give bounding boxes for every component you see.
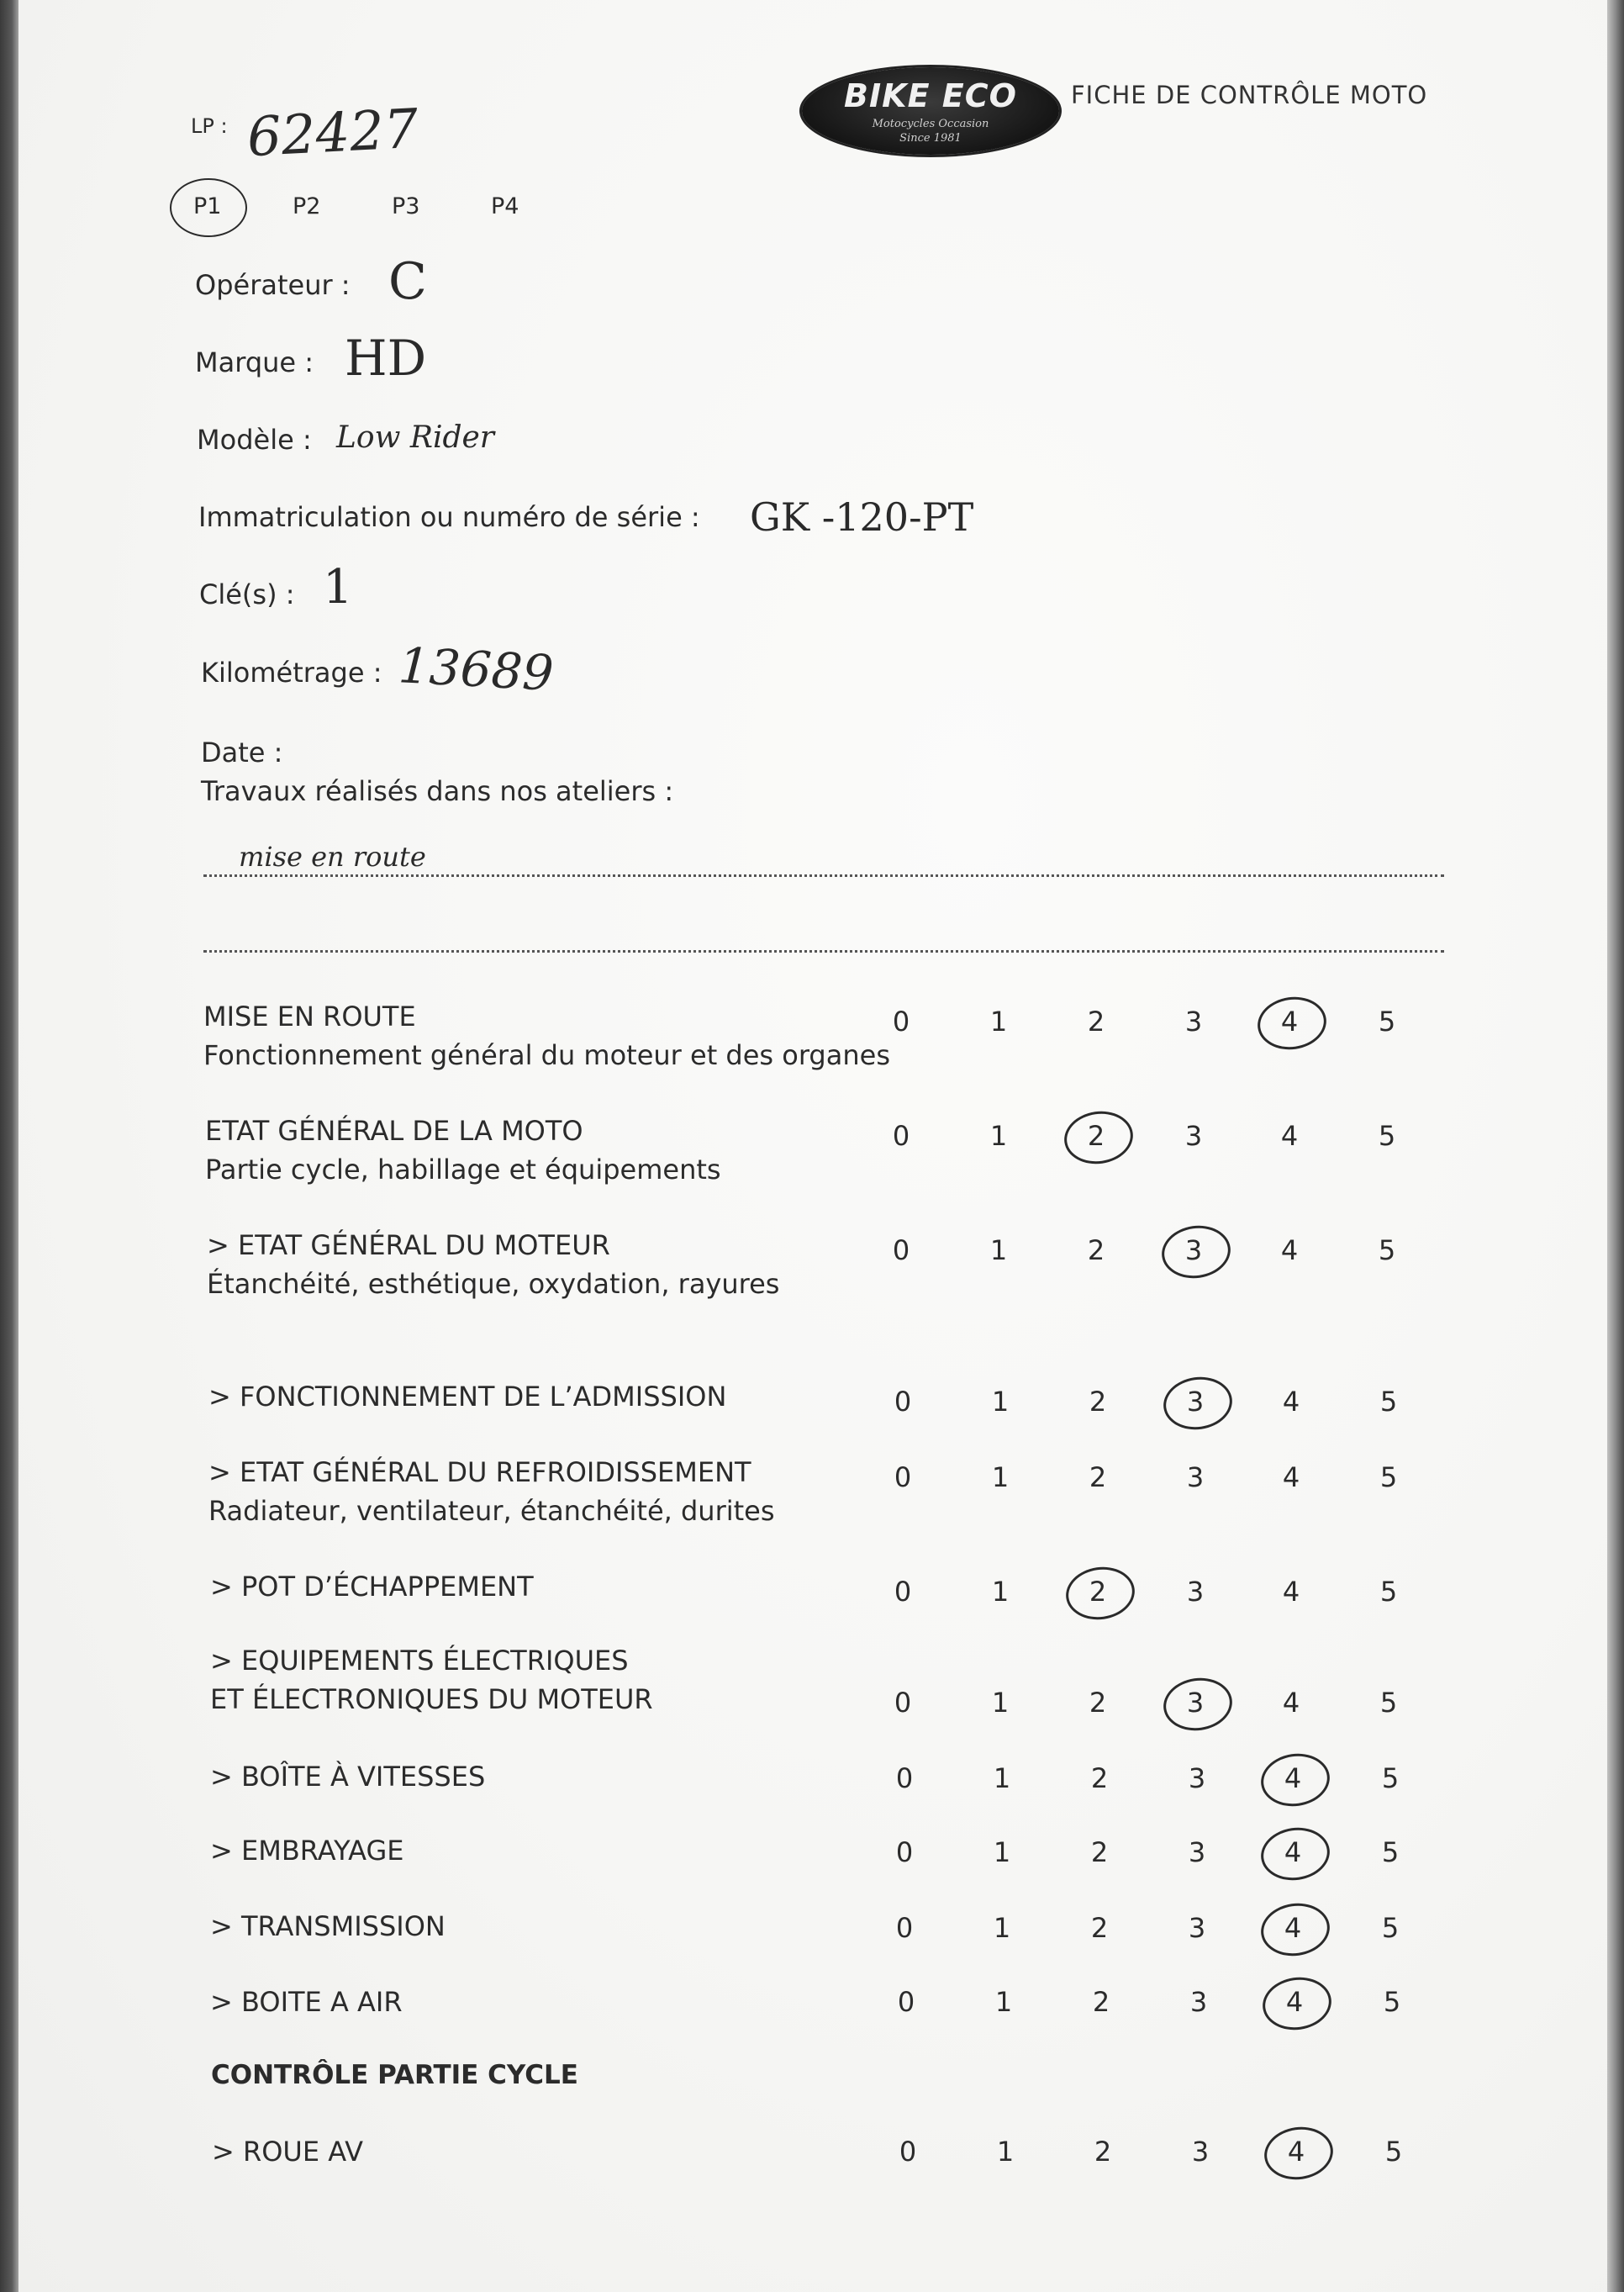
check-title: > ETAT GÉNÉRAL DU MOTEUR [207, 1229, 610, 1261]
score-option-0: 0 [892, 1120, 910, 1152]
score-selected-circle [1258, 1899, 1333, 1961]
score-option-3: 3 [1188, 1836, 1206, 1868]
score-option-2: 2 [1090, 1762, 1109, 1794]
score-option-5: 5 [1381, 1762, 1400, 1794]
check-title: > ROUE AV [212, 2136, 363, 2168]
score-option-5: 5 [1381, 1912, 1400, 1944]
bike-eco-logo [802, 67, 1059, 155]
score-option-2: 2 [1090, 1836, 1109, 1868]
model-label: Modèle : [197, 424, 312, 456]
score-option-4: 4 [1282, 1576, 1300, 1608]
score-selected-circle [1258, 1750, 1333, 1811]
lp-label: LP : [191, 114, 228, 138]
score-option-5: 5 [1379, 1461, 1398, 1493]
score-selected-circle [1259, 1973, 1335, 2035]
score-selected-circle [1160, 1674, 1236, 1735]
score-option-1: 1 [993, 1836, 1011, 1868]
score-option-3: 3 [1186, 1386, 1205, 1418]
position-p4: P4 [491, 193, 519, 219]
works-line-2 [203, 950, 1444, 953]
keys-value: 1 [323, 560, 353, 615]
score-option-0: 0 [894, 1576, 912, 1608]
score-option-1: 1 [989, 1120, 1008, 1152]
score-option-0: 0 [892, 1234, 910, 1266]
score-option-4: 4 [1280, 1234, 1299, 1266]
check-title: > BOÎTE À VITESSES [210, 1761, 486, 1793]
score-option-5: 5 [1381, 1836, 1400, 1868]
score-option-5: 5 [1378, 1120, 1396, 1152]
score-option-0: 0 [895, 1836, 914, 1868]
operator-label: Opérateur : [195, 269, 351, 301]
score-option-5: 5 [1378, 1006, 1396, 1038]
score-option-4: 4 [1282, 1461, 1300, 1493]
check-title: > BOITE A AIR [210, 1986, 403, 2018]
check-subtitle: ET ÉLECTRONIQUES DU MOTEUR [210, 1683, 653, 1715]
score-option-2: 2 [1090, 1912, 1109, 1944]
logo-tagline: Motocycles Occasion [872, 118, 989, 130]
score-option-2: 2 [1089, 1461, 1107, 1493]
score-selected-circle [1160, 1373, 1236, 1434]
date-label: Date : [201, 737, 283, 768]
score-option-4: 4 [1284, 1836, 1302, 1868]
check-subtitle: Fonctionnement général du moteur et des organes [203, 1039, 890, 1071]
score-selected-circle [1061, 1107, 1136, 1169]
score-option-1: 1 [993, 1762, 1011, 1794]
mileage-value: 13689 [397, 636, 556, 702]
score-option-3: 3 [1188, 1762, 1206, 1794]
score-option-5: 5 [1384, 2136, 1403, 2168]
score-option-0: 0 [899, 2136, 917, 2168]
score-option-1: 1 [991, 1687, 1010, 1719]
mileage-label: Kilométrage : [201, 657, 382, 689]
keys-label: Clé(s) : [199, 578, 295, 610]
score-option-4: 4 [1280, 1006, 1299, 1038]
score-option-1: 1 [996, 2136, 1015, 2168]
position-p2: P2 [293, 193, 321, 219]
score-option-5: 5 [1378, 1234, 1396, 1266]
score-option-1: 1 [989, 1234, 1008, 1266]
score-option-2: 2 [1089, 1687, 1107, 1719]
score-option-1: 1 [991, 1576, 1010, 1608]
score-selected-circle [1261, 2123, 1337, 2184]
inspection-sheet [18, 0, 1607, 2292]
score-option-1: 1 [993, 1912, 1011, 1944]
score-selected-circle [1254, 993, 1330, 1054]
score-option-3: 3 [1184, 1234, 1203, 1266]
score-option-4: 4 [1282, 1687, 1300, 1719]
score-option-1: 1 [994, 1986, 1013, 2018]
score-option-1: 1 [989, 1006, 1008, 1038]
score-option-0: 0 [895, 1912, 914, 1944]
score-selected-circle [1258, 1824, 1333, 1885]
section-cycle-title: CONTRÔLE PARTIE CYCLE [211, 2060, 578, 2090]
score-option-3: 3 [1188, 1912, 1206, 1944]
document-title: FICHE DE CONTRÔLE MOTO [1071, 81, 1428, 109]
check-title: > TRANSMISSION [210, 1910, 446, 1942]
score-option-2: 2 [1087, 1120, 1105, 1152]
registration-label: Immatriculation ou numéro de série : [198, 501, 700, 533]
score-option-3: 3 [1186, 1687, 1205, 1719]
score-option-3: 3 [1191, 2136, 1210, 2168]
logo-tagline-2: Since 1981 [899, 132, 962, 145]
score-option-0: 0 [894, 1461, 912, 1493]
check-title: MISE EN ROUTE [203, 1001, 416, 1032]
score-option-0: 0 [892, 1006, 910, 1038]
check-title: > POT D’ÉCHAPPEMENT [210, 1571, 534, 1603]
brand-value: HD [345, 330, 427, 387]
check-subtitle: Partie cycle, habillage et équipements [205, 1154, 721, 1186]
logo-text: BIKE ECO [844, 77, 1017, 114]
score-option-5: 5 [1379, 1687, 1398, 1719]
registration-value: GK -120-PT [750, 494, 974, 540]
score-option-0: 0 [895, 1762, 914, 1794]
score-option-3: 3 [1184, 1006, 1203, 1038]
score-option-5: 5 [1383, 1986, 1401, 2018]
score-option-0: 0 [894, 1687, 912, 1719]
check-subtitle: Étanchéité, esthétique, oxydation, rayures [207, 1268, 780, 1300]
score-option-2: 2 [1089, 1386, 1107, 1418]
check-title: ETAT GÉNÉRAL DE LA MOTO [205, 1115, 583, 1147]
score-option-4: 4 [1284, 1912, 1302, 1944]
score-option-2: 2 [1092, 1986, 1110, 2018]
score-option-3: 3 [1189, 1986, 1208, 2018]
position-p3: P3 [392, 193, 420, 219]
score-option-4: 4 [1287, 2136, 1305, 2168]
score-option-1: 1 [991, 1461, 1010, 1493]
score-option-3: 3 [1186, 1576, 1205, 1608]
score-selected-circle [1062, 1563, 1138, 1624]
score-option-5: 5 [1379, 1576, 1398, 1608]
lp-value: 62427 [245, 98, 420, 170]
score-option-1: 1 [991, 1386, 1010, 1418]
model-value: Low Rider [336, 420, 495, 455]
score-option-0: 0 [897, 1986, 915, 2018]
score-option-2: 2 [1087, 1234, 1105, 1266]
operator-value: C [388, 252, 427, 311]
score-option-4: 4 [1282, 1386, 1300, 1418]
score-option-3: 3 [1184, 1120, 1203, 1152]
score-option-3: 3 [1186, 1461, 1205, 1493]
check-title: > EQUIPEMENTS ÉLECTRIQUES [210, 1645, 629, 1677]
score-option-2: 2 [1089, 1576, 1107, 1608]
check-title: > FONCTIONNEMENT DE L’ADMISSION [208, 1381, 727, 1413]
works-value: mise en route [239, 841, 426, 873]
works-line-1 [203, 874, 1444, 877]
check-title: > ETAT GÉNÉRAL DU REFROIDISSEMENT [208, 1456, 751, 1488]
check-title: > EMBRAYAGE [210, 1835, 404, 1867]
score-option-0: 0 [894, 1386, 912, 1418]
score-option-4: 4 [1280, 1120, 1299, 1152]
position-p1: P1 [193, 193, 222, 219]
score-option-4: 4 [1285, 1986, 1304, 2018]
score-option-4: 4 [1284, 1762, 1302, 1794]
brand-label: Marque : [195, 346, 314, 378]
score-option-2: 2 [1087, 1006, 1105, 1038]
score-option-2: 2 [1094, 2136, 1112, 2168]
check-subtitle: Radiateur, ventilateur, étanchéité, durites [208, 1495, 775, 1527]
works-label: Travaux réalisés dans nos ateliers : [201, 775, 674, 807]
score-option-5: 5 [1379, 1386, 1398, 1418]
score-selected-circle [1158, 1222, 1234, 1283]
